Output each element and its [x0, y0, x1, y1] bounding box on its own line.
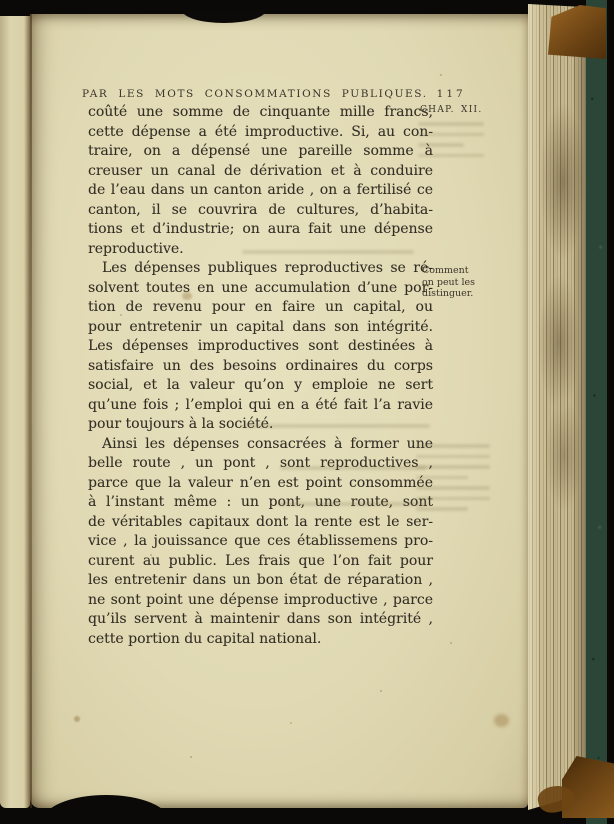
- text-line: belle route , un pont , sont reproductives ,: [88, 455, 433, 471]
- bleed-through-line: [240, 424, 430, 435]
- text-line: creuser un canal de dérivation et à conduire: [88, 162, 433, 179]
- paper-stain: [494, 714, 509, 727]
- text-line: satisfaire un des besoins ordinaires du corps: [88, 357, 433, 374]
- bleed-through-line: [280, 466, 426, 477]
- bleed-through-line: [242, 250, 414, 261]
- text-line: coûté une somme de cinquante mille francs,: [88, 104, 433, 120]
- page-edges-stack: [528, 4, 588, 810]
- paper-specks: [30, 14, 32, 16]
- text-line: canton, il se couvrira de cultures, d’habita-: [88, 201, 433, 218]
- text-line: à l’instant même : un pont, une route, sont: [88, 494, 433, 510]
- page-text: [88, 103, 433, 649]
- text-line: cette portion du capital national.: [88, 630, 322, 647]
- margin-note-line: on peut les: [422, 276, 476, 288]
- text-line: tions et d’industrie; on aura fait une dépense: [88, 221, 433, 237]
- chapter-margin-note: CHAP. XII.: [420, 105, 483, 115]
- page-number: 117: [436, 88, 466, 100]
- paper-stain: [74, 716, 80, 722]
- margin-note-line: Comment: [422, 265, 469, 276]
- text-line: de véritables capitaux dont la rente est le ser-: [88, 513, 433, 530]
- text-line: Ainsi les dépenses consacrées à former une: [102, 435, 433, 452]
- marbled-cover-edge: [586, 0, 607, 824]
- text-line: les entretenir dans un bon état de réparation ,: [88, 572, 433, 588]
- text-line: Les dépenses improductives sont destinées à: [88, 338, 433, 354]
- text-line: vice , la jouissance que ces établissemens pro-: [88, 533, 433, 549]
- text-line: parce que la valeur n’en est point consommée: [88, 474, 433, 491]
- bleed-through-margin: [418, 122, 484, 164]
- text-line: pour toujours à la société.: [88, 416, 274, 432]
- text-line: qu’ils servent à maintenir dans son intégrité ,: [88, 611, 433, 627]
- text-line: curent au public. Les frais que l’on fait pour: [88, 552, 433, 569]
- running-title: PAR LES MOTS CONSOMMATIONS PUBLIQUES.: [82, 88, 428, 100]
- book-page: [30, 14, 528, 808]
- text-line: pour entretenir un capital dans son intégrité.: [88, 318, 433, 335]
- text-line: solvent toutes en une accumulation d’une por-: [88, 279, 433, 296]
- gutter-crease: [30, 14, 32, 808]
- text-line: Les dépenses publiques reproductives se ré-: [102, 260, 433, 276]
- text-line: reproductive.: [88, 240, 184, 257]
- text-line: ne sont point une dépense improductive , parce: [88, 591, 433, 608]
- text-line: de l’eau dans un canton aride , on a fertilisé ce: [88, 182, 433, 198]
- text-line: cette dépense a été improductive. Si, au con-: [88, 123, 433, 140]
- paper-stain: [182, 292, 192, 300]
- text-line: tion de revenu pour en faire un capital, ou: [88, 299, 433, 315]
- text-line: social, et la valeur qu’on y emploie ne sert: [88, 377, 433, 393]
- text-line: traire, on a dépensé une pareille somme à: [88, 143, 433, 159]
- running-header: [82, 88, 466, 100]
- facing-page-edge: [0, 16, 30, 808]
- bleed-through-line: [278, 502, 428, 513]
- text-line: qu’une fois ; l’emploi qui en a été fait l’a ravie: [88, 396, 433, 413]
- margin-note-line: distinguer.: [422, 288, 474, 299]
